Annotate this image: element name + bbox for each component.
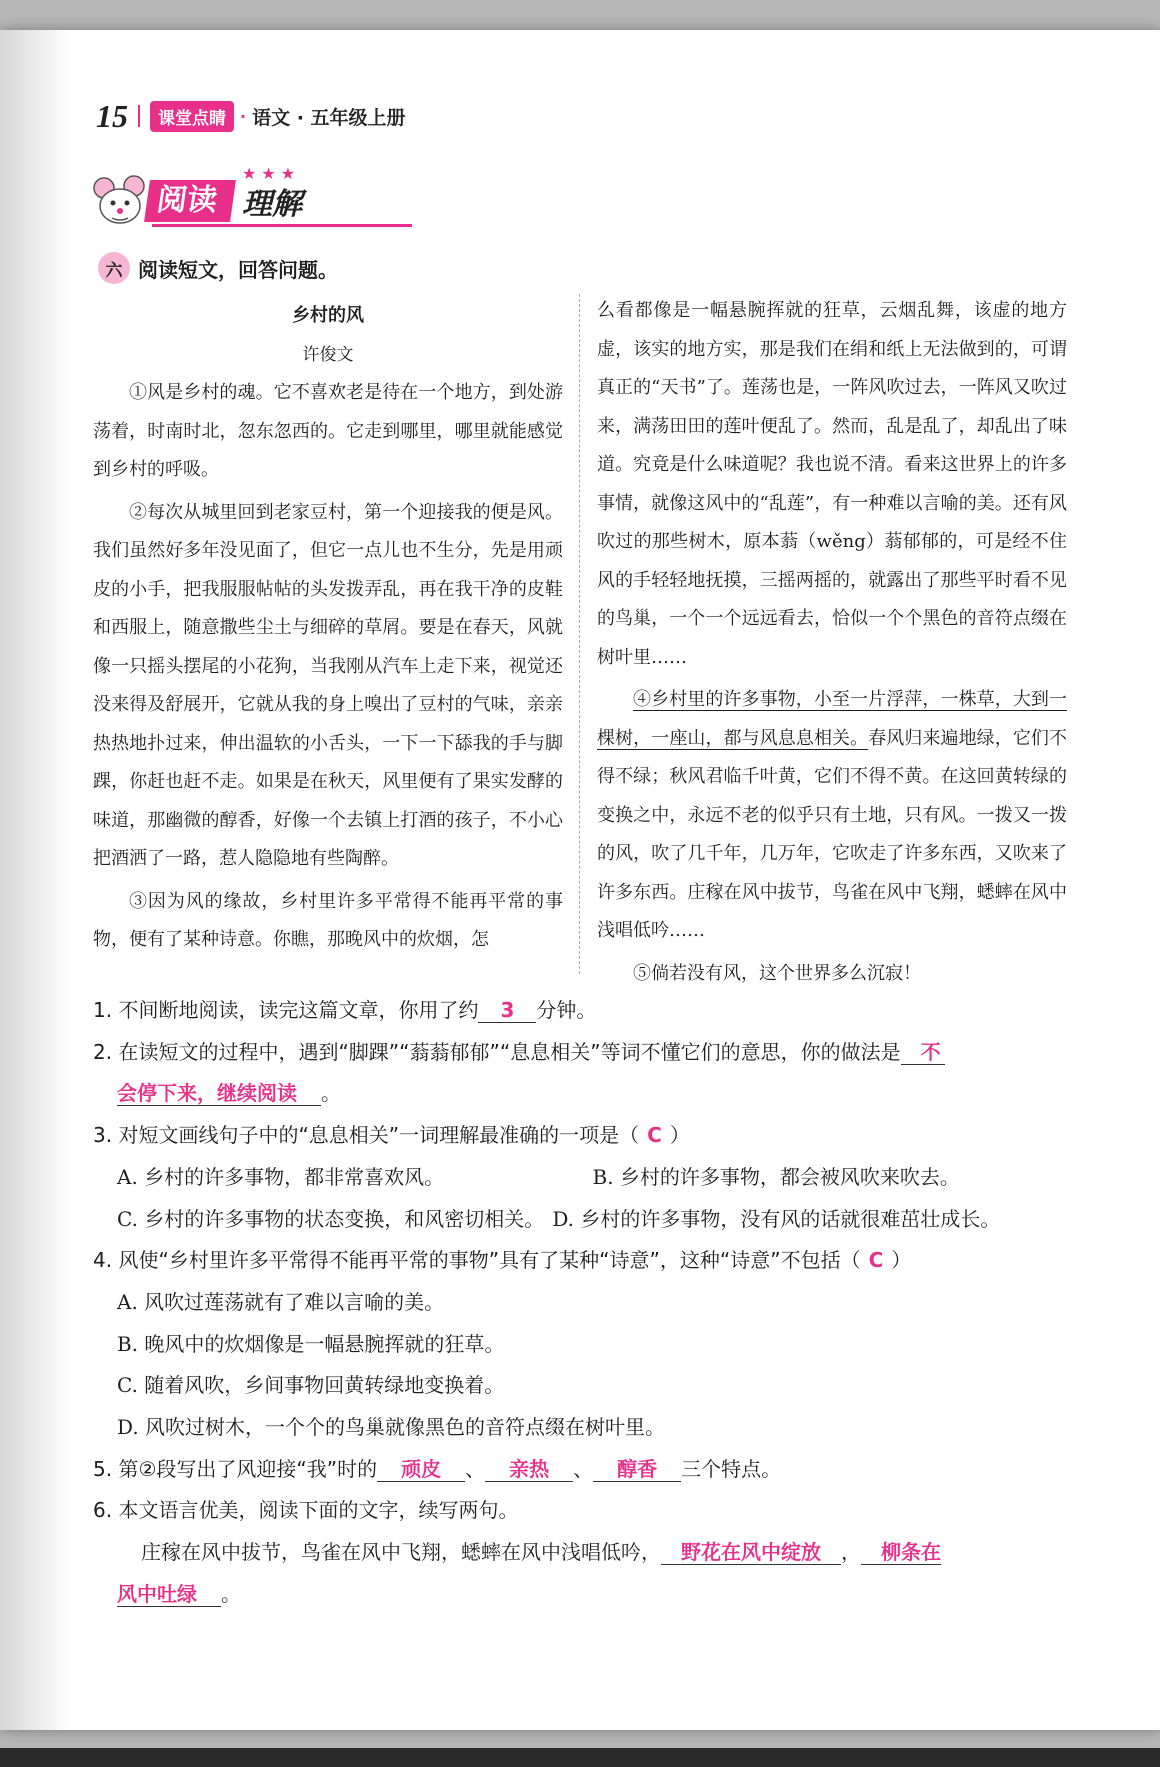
- question-6-continuation: [93, 1532, 1068, 1574]
- brand-label: 课堂点睛: [150, 101, 234, 132]
- question-5-answer-1: 顽皮: [377, 1457, 465, 1482]
- question-3-option-c: C. 乡村的许多事物的状态变换，和风密切相关。: [117, 1206, 545, 1231]
- underlined-sentence: ④乡村里的许多事物，小至一片浮萍，一株草，大到一棵树，一座山，都与风息息相关。: [597, 689, 1067, 749]
- question-5-text: 5. 第②段写出了风迎接“我”时的: [93, 1456, 378, 1481]
- paragraph-2: ②每次从城里回到老家豆村，第一个迎接我的便是风。我们虽然好多年没见面了，但它一点儿也不生分，先是用顽皮的小手，把我服服帖帖的头发拨弄乱，再在我干净的皮鞋和西服上，随意撒些尘土与细碎的草屑。要是在春天，风就像一只摇头摆尾的小花狗，当我刚从汽车上走下来，视觉还没来得及舒展开，它就从我的身上嗅出了豆村的气味，亲亲热热地扑过来，伸出温软的小舌头，一下一下舔我的手与脚踝，你赶也赶不走。如果是在秋天，风里便有了果实发酵的味道，那幽微的醇香，好像一个去镇上打酒的孩子，不小心把酒洒了一路，惹人隐隐地有些陶醉。: [93, 501, 563, 869]
- article-left-column: [93, 296, 563, 960]
- question-4-answer: C: [868, 1248, 884, 1273]
- question-1-answer: 3: [478, 998, 536, 1023]
- question-5-separator: 、: [573, 1456, 594, 1481]
- section-title-reading: 阅读: [144, 180, 236, 222]
- question-4: [93, 1240, 1068, 1282]
- bottom-bar: [0, 1748, 1160, 1767]
- questions-block: [93, 990, 1068, 1616]
- question-6-answer-1: 野花在风中绽放: [661, 1540, 841, 1565]
- section-underline: [152, 224, 412, 227]
- question-2: [93, 1032, 1068, 1074]
- question-3-option-a: A. 乡村的许多事物，都非常喜欢风。: [117, 1164, 445, 1189]
- question-6-answer-2-part1: 柳条在: [861, 1540, 941, 1565]
- question-6-lead: 庄稼在风中拔节，鸟雀在风中飞翔，蟋蟀在风中浅唱低吟，: [141, 1540, 661, 1565]
- column-divider: [579, 294, 580, 974]
- question-3-option-d: D. 乡村的许多事物，没有风的话就很难茁壮成长。: [552, 1206, 1001, 1231]
- question-2-end: 。: [321, 1081, 341, 1106]
- question-2-answer-part2: 会停下来，继续阅读: [117, 1081, 321, 1106]
- paragraph-3-start: ③因为风的缘故，乡村里许多平常得不能再平常的事物，便有了某种诗意。你瞧，那晚风中的炊烟，怎: [93, 890, 563, 950]
- section-title-understanding: 理解: [242, 187, 302, 222]
- question-4-close: ）: [891, 1248, 912, 1273]
- header-dot: ·: [240, 106, 247, 126]
- question-4-option-d: D. 风吹过树木，一个个的鸟巢就像黑色的音符点缀在树叶里。: [117, 1415, 666, 1440]
- paragraph-4-rest: 春风归来遍地绿，它们不得不绿；秋风君临千叶黄，它们不得不黄。在这回黄转绿的变换之中，永远不老的似乎只有土地，只有风。一拨又一拨的风，吹了几千年，几万年，它吹走了许多东西，又吹来了许多东西。庄稼在风中拔节，鸟雀在风中飞翔，蟋蟀在风中浅唱低吟……: [597, 727, 1068, 941]
- instruction-text: 阅读短文，回答问题。: [138, 257, 338, 282]
- question-2-continuation: [93, 1073, 1068, 1115]
- page-header: [96, 96, 406, 136]
- question-2-answer-part1: 不: [901, 1040, 945, 1065]
- question-5-separator: 、: [465, 1456, 486, 1481]
- question-1: [93, 990, 1068, 1032]
- article-author: 许俊文: [302, 345, 354, 365]
- paragraph-3-continued: 么看都像是一幅悬腕挥就的狂草，云烟乱舞，该虚的地方虚，该实的地方实，那是我们在绢和纸上无法做到的，可谓真正的“天书”了。莲荡也是，一阵风吹过去，一阵风又吹过来，满荡田田的莲叶便乱了。然而，乱是乱了，却乱出了味道。究竟是什么味道呢？我也说不清。看来这世界上的许多事情，就像这风中的“乱莲”，有一种难以言喻的美。还有风吹过的那些树木，原本蓊（wěng）蓊郁郁的，可是经不住风的手轻轻地抚摸，三摇两摇的，就露出了那些平时看不见的鸟巢，一个一个远远看去，恰似一个个黑色的音符点缀在树叶里……: [597, 300, 1067, 668]
- question-4-option-b: B. 晚风中的炊烟像是一幅悬腕挥就的狂草。: [117, 1331, 505, 1356]
- question-6-comma: ，: [841, 1540, 861, 1565]
- question-5-answer-3: 醇香: [593, 1457, 681, 1482]
- section-logo: [92, 164, 422, 232]
- paragraph-5: ⑤倘若没有风，这个世界多么沉寂！: [633, 962, 921, 984]
- article-title: 乡村的风: [292, 305, 364, 326]
- exercise-instruction: [98, 252, 338, 284]
- question-3-option-b: B. 乡村的许多事物，都会被风吹来吹去。: [592, 1164, 960, 1189]
- book-title: 语文 · 五年级上册: [252, 106, 406, 129]
- article-right-column: [597, 292, 1067, 993]
- question-3-close: ）: [669, 1123, 690, 1148]
- question-4-option-c: C. 随着风吹，乡间事物回黄转绿地变换着。: [117, 1373, 505, 1398]
- header-divider: [138, 105, 140, 127]
- paragraph-4: [597, 681, 1067, 951]
- question-3-options-row2: [93, 1199, 1068, 1241]
- question-6-end: 。: [221, 1581, 241, 1606]
- question-1-end: 分钟。: [536, 998, 597, 1022]
- question-3-options-row1: [93, 1157, 1068, 1199]
- question-6-answer-line: [93, 1574, 1068, 1616]
- mouse-mascot-icon: [92, 174, 148, 228]
- question-2-text: 2. 在读短文的过程中，遇到“脚踝”“蓊蓊郁郁”“息息相关”等词不懂它们的意思，你的做法是: [93, 1039, 901, 1064]
- question-5-end: 三个特点。: [681, 1456, 782, 1481]
- question-3: [93, 1115, 1068, 1157]
- question-6-answer-2-part2: 风中吐绿: [117, 1582, 221, 1607]
- exercise-number-badge: 六: [98, 252, 130, 284]
- question-1-text: 1. 不间断地阅读，读完这篇文章，你用了约: [93, 998, 479, 1022]
- question-4-option-a: A. 风吹过莲荡就有了难以言喻的美。: [117, 1289, 445, 1314]
- worksheet-page: [0, 30, 1160, 1730]
- question-4-text: 4. 风使“乡村里许多平常得不能再平常的事物”具有了某种“诗意”，这种“诗意”不包括（: [93, 1248, 861, 1273]
- question-3-answer: C: [647, 1123, 662, 1148]
- question-5: [93, 1449, 1068, 1491]
- question-5-answer-2: 亲热: [485, 1457, 573, 1482]
- question-6: 6. 本文语言优美，阅读下面的文字，续写两句。: [93, 1498, 519, 1523]
- paragraph-1: ①风是乡村的魂。它不喜欢老是待在一个地方，到处游荡着，时南时北，忽东忽西的。它走到哪里，哪里就能感觉到乡村的呼吸。: [93, 382, 563, 480]
- difficulty-stars: ★★★: [242, 164, 301, 183]
- page-edge-shadow: [0, 30, 70, 1730]
- page-number: 15: [96, 97, 128, 134]
- question-3-text: 3. 对短文画线句子中的“息息相关”一词理解最准确的一项是（: [93, 1123, 640, 1148]
